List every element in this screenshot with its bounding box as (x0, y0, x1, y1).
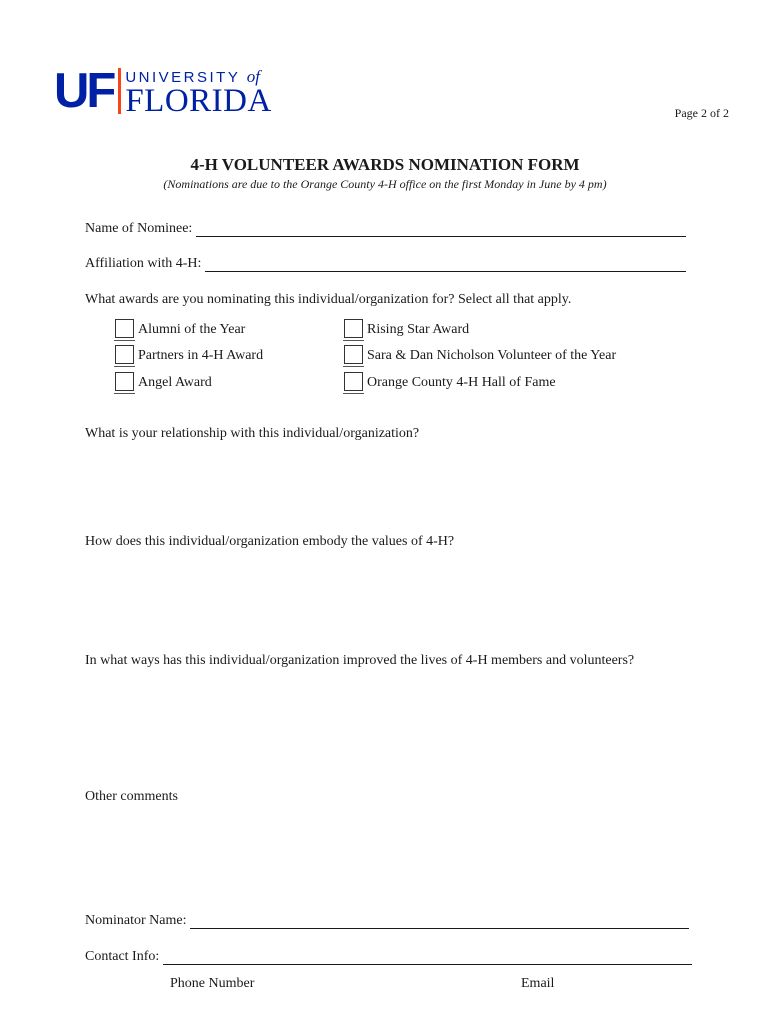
logo-divider (118, 68, 121, 114)
logo-florida-text: FLORIDA (125, 83, 272, 119)
phone-number-label: Phone Number (170, 976, 255, 991)
logo-university-text: UNIVERSITY (125, 69, 241, 86)
contact-field (85, 949, 692, 965)
nominee-field (85, 221, 686, 237)
logo-wordmark (125, 67, 272, 119)
relationship-question: What is your relationship with this individual/organization? (85, 426, 420, 441)
nicholson-checkbox[interactable] (344, 345, 363, 364)
award-label: Rising Star Award (367, 322, 470, 337)
affiliation-input-line[interactable] (205, 257, 686, 272)
university-logo (54, 64, 272, 119)
form-title: 4-H VOLUNTEER AWARDS NOMINATION FORM (190, 155, 580, 174)
form-subtitle: (Nominations are due to the Orange County 4-H office on the first Monday in June by 4 pm) (163, 177, 607, 191)
angel-checkbox[interactable] (115, 372, 134, 391)
awards-question: What awards are you nominating this individual/organization for? Select all that apply. (85, 292, 572, 307)
award-label: Sara & Dan Nicholson Volunteer of the Year (367, 348, 617, 363)
hall-of-fame-checkbox[interactable] (344, 372, 363, 391)
award-label: Orange County 4-H Hall of Fame (367, 375, 556, 390)
affiliation-field (85, 256, 686, 272)
affiliation-label: Affiliation with 4-H: (85, 256, 202, 271)
email-label: Email (521, 976, 555, 991)
award-option (115, 319, 245, 338)
nominee-label: Name of Nominee: (85, 221, 193, 236)
award-option (344, 319, 469, 338)
contact-input-line[interactable] (163, 950, 692, 965)
nominee-input-line[interactable] (196, 222, 686, 237)
values-question: How does this individual/organization embody the values of 4-H? (85, 534, 455, 549)
award-label: Partners in 4-H Award (138, 348, 264, 363)
logo-mark: UF (54, 64, 114, 118)
logo-of-text: of (246, 67, 260, 86)
award-option (115, 372, 212, 391)
page-number: Page 2 of 2 (674, 106, 729, 120)
rising-star-checkbox[interactable] (344, 319, 363, 338)
award-label: Angel Award (138, 375, 212, 390)
improved-question: In what ways has this individual/organization improved the lives of 4-H members and volunteers? (85, 653, 635, 668)
award-option (344, 372, 556, 391)
partners-checkbox[interactable] (115, 345, 134, 364)
award-label: Alumni of the Year (138, 322, 246, 337)
alumni-checkbox[interactable] (115, 319, 134, 338)
nominator-field (85, 913, 689, 929)
other-comments-label: Other comments (85, 789, 178, 804)
nominator-input-line[interactable] (190, 914, 689, 929)
award-option (115, 345, 263, 364)
contact-label: Contact Info: (85, 949, 160, 964)
award-option (344, 345, 616, 364)
nominator-label: Nominator Name: (85, 913, 187, 928)
